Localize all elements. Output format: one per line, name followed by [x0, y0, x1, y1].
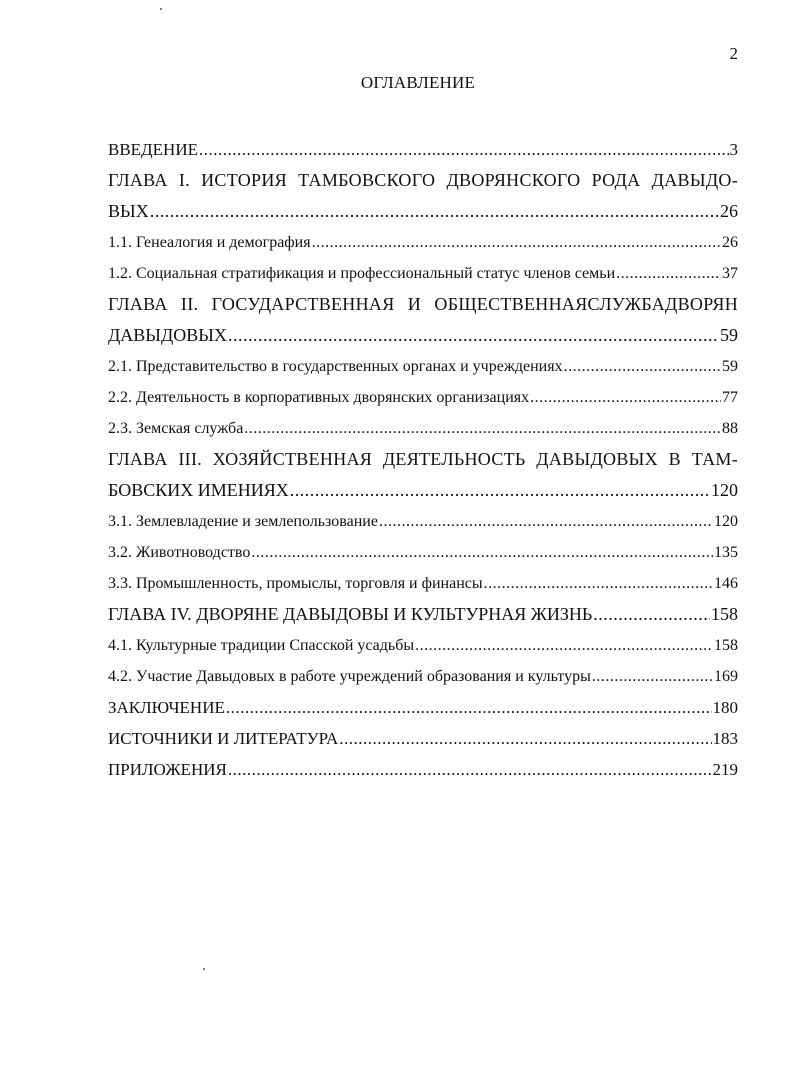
- toc-section-4-1[interactable]: [108, 630, 738, 661]
- toc-section-4-2[interactable]: [108, 661, 738, 692]
- toc-entry-label: 1.1. Генеалогия и демография: [108, 234, 311, 251]
- toc-entry-label: ИСТОЧНИКИ И ЛИТЕРАТУРА: [108, 729, 339, 748]
- toc-entry-label: ДАВЫДОВЫХ: [108, 325, 227, 345]
- toc-chapter-2-line2[interactable]: [108, 320, 738, 351]
- toc-entry-page: 59: [720, 325, 738, 345]
- toc-entry-page: 26: [720, 201, 738, 221]
- toc-entry-page: 219: [712, 760, 738, 779]
- toc-entry-appendix[interactable]: [108, 754, 738, 785]
- toc-entry-label: 3.1. Землевладение и землепользование: [108, 513, 378, 530]
- toc-entry-label: 3.3. Промышленность, промыслы, торговля и финансы: [108, 575, 483, 592]
- toc-entry-page: 88: [722, 420, 738, 437]
- toc-leader-dots: [339, 723, 711, 754]
- toc-section-2-1[interactable]: [108, 351, 738, 382]
- toc-entry-label: 1.2. Социальная стратификация и профессиональный статус членов семьи: [108, 265, 616, 282]
- toc-entry-label: ВВЕДЕНИЕ: [108, 140, 198, 159]
- toc-leader-dots: [564, 351, 721, 382]
- toc-section-2-3[interactable]: [108, 413, 738, 444]
- toc-section-1-1[interactable]: [108, 227, 738, 258]
- toc-entry-label: ВЫХ: [108, 201, 149, 221]
- toc-entry-page: 3: [729, 140, 738, 159]
- toc-entry-label: 4.2. Участие Давыдовых в работе учреждений образования и культуры: [108, 668, 591, 685]
- toc-leader-dots: [593, 599, 710, 630]
- toc-leader-dots: [228, 320, 719, 351]
- toc-leader-dots: [530, 382, 721, 413]
- toc-entry-page: 146: [714, 575, 738, 592]
- toc-chapter-2-line1[interactable]: ГЛАВА II. ГОСУДАРСТВЕННАЯ И ОБЩЕСТВЕННАЯСЛУЖБАДВОРЯН: [108, 294, 738, 314]
- toc-chapter-4[interactable]: [108, 599, 738, 630]
- toc-chapter-1-line1[interactable]: ГЛАВА I. ИСТОРИЯ ТАМБОВСКОГО ДВОРЯНСКОГО РОДА ДАВЫДО-: [108, 170, 738, 190]
- toc-leader-dots: [484, 568, 713, 599]
- toc-leader-dots: [199, 134, 729, 165]
- toc-section-2-2[interactable]: [108, 382, 738, 413]
- toc-entry-conclusion[interactable]: [108, 692, 738, 723]
- toc-entry-label: 2.3. Земская служба: [108, 420, 244, 437]
- toc-entry-label: ПРИЛОЖЕНИЯ: [108, 760, 227, 779]
- toc-entry-sources[interactable]: [108, 723, 738, 754]
- toc-entry-label: 3.2. Животноводство: [108, 544, 251, 561]
- toc-entry-page: 26: [722, 234, 738, 251]
- toc-entry-page: 120: [714, 513, 738, 530]
- toc-entry-intro[interactable]: [108, 134, 738, 165]
- toc-entry-page: 180: [712, 698, 738, 717]
- toc-chapter-3-line1[interactable]: ГЛАВА III. ХОЗЯЙСТВЕННАЯ ДЕЯТЕЛЬНОСТЬ ДАВЫДОВЫХ В ТАМ-: [108, 449, 738, 469]
- toc-leader-dots: [251, 537, 713, 568]
- toc-entry-page: 158: [711, 604, 738, 624]
- table-of-contents: [108, 134, 738, 785]
- toc-chapter-1-line2[interactable]: [108, 196, 738, 227]
- toc-section-3-3[interactable]: [108, 568, 738, 599]
- toc-entry-label: ГЛАВА IV. ДВОРЯНЕ ДАВЫДОВЫ И КУЛЬТУРНАЯ ЖИЗНЬ: [108, 604, 593, 624]
- toc-entry-label: БОВСКИХ ИМЕНИЯХ: [108, 480, 289, 500]
- toc-leader-dots: [226, 692, 712, 723]
- toc-entry-page: 135: [714, 544, 738, 561]
- toc-entry-label: 4.1. Культурные традиции Спасской усадьбы: [108, 637, 415, 654]
- toc-leader-dots: [150, 196, 719, 227]
- page-number: 2: [729, 44, 738, 63]
- toc-leader-dots: [312, 227, 721, 258]
- toc-entry-label: 2.2. Деятельность в корпоративных дворянских организациях: [108, 389, 530, 406]
- toc-leader-dots: [415, 630, 713, 661]
- toc-entry-page: 169: [714, 668, 738, 685]
- toc-leader-dots: [290, 475, 710, 506]
- toc-entry-page: 59: [722, 358, 738, 375]
- toc-entry-page: 77: [722, 389, 738, 406]
- toc-entry-page: 37: [722, 265, 738, 282]
- toc-leader-dots: [244, 413, 721, 444]
- page-title: ОГЛАВЛЕНИЕ: [360, 73, 476, 92]
- toc-section-3-2[interactable]: [108, 537, 738, 568]
- toc-entry-page: 158: [714, 637, 738, 654]
- toc-leader-dots: [228, 754, 712, 785]
- toc-leader-dots: [379, 506, 713, 537]
- toc-leader-dots: [616, 258, 721, 289]
- toc-section-1-2[interactable]: [108, 258, 738, 289]
- toc-leader-dots: [592, 661, 713, 692]
- scan-speck: [160, 8, 162, 10]
- toc-section-3-1[interactable]: [108, 506, 738, 537]
- toc-entry-label: ЗАКЛЮЧЕНИЕ: [108, 698, 225, 717]
- toc-entry-label: 2.1. Представительство в государственных органах и учреждениях: [108, 358, 563, 375]
- toc-chapter-3-line2[interactable]: [108, 475, 738, 506]
- toc-entry-page: 183: [712, 729, 738, 748]
- scan-speck: [203, 968, 205, 970]
- toc-entry-page: 120: [711, 480, 738, 500]
